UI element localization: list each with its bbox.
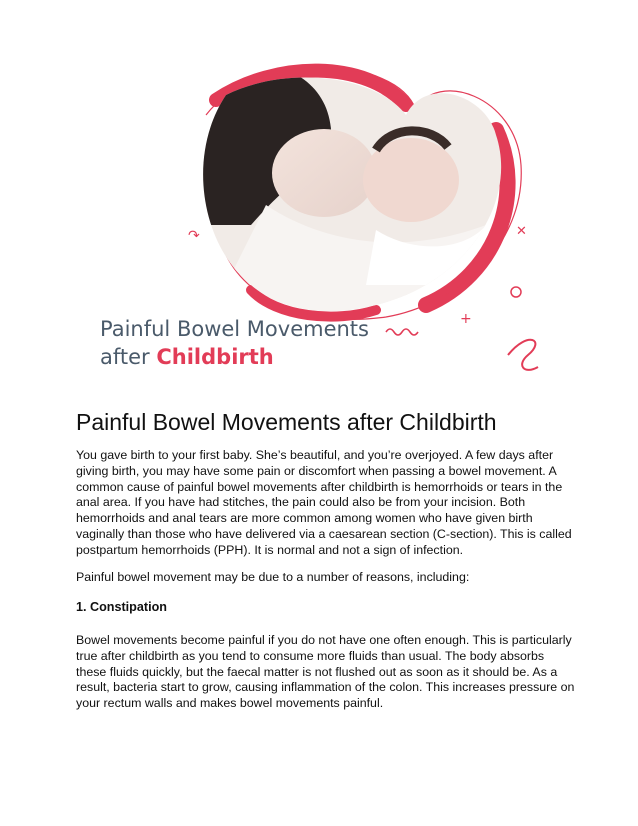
banner-title-prefix: after [100, 345, 150, 369]
banner-title-line2 [100, 343, 369, 371]
article-heading: Painful Bowel Movements after Childbirth [76, 409, 497, 435]
banner-title-line1: Painful Bowel Movements [100, 317, 369, 341]
photo-area [176, 63, 536, 345]
section-heading-constipation: 1. Constipation [76, 600, 167, 614]
banner-title-accent: Childbirth [156, 345, 274, 369]
svg-text:↷: ↷ [188, 228, 200, 244]
svg-text:✕: ✕ [516, 224, 527, 239]
banner-title [100, 315, 369, 371]
intro-paragraph: You gave birth to your first baby. She’s beautiful, and you’re overjoyed. A few days after giving birth, you may have some pain or discomfort when passing a bowel movement. A common cause of painful bowel movements after childbirth is hemorrhoids or tears in the anal area. If you have had stitches, the pain could also be from your incision. Both hemorrhoids and anal tears are more common among women who have given birth vaginally than those who have delivered via a caesarean section (C-section). This is called postpartum hemorrhoids (PPH). It is normal and not a sign of infection. [76, 448, 572, 557]
svg-text:+: + [460, 311, 472, 327]
reasons-lead: Painful bowel movement may be due to a number of reasons, including: [76, 570, 470, 584]
constipation-paragraph: Bowel movements become painful if you do not have one often enough. This is particularly true after childbirth as you tend to consume more fluids than usual. The body absorbs these fluids quickly, but the faecal matter is not flushed out as soon as it should be. As a result, bacteria start to grow, causing inflammation of the colon. This increases pressure on your rectum walls and makes bowel movements painful. [76, 633, 575, 711]
